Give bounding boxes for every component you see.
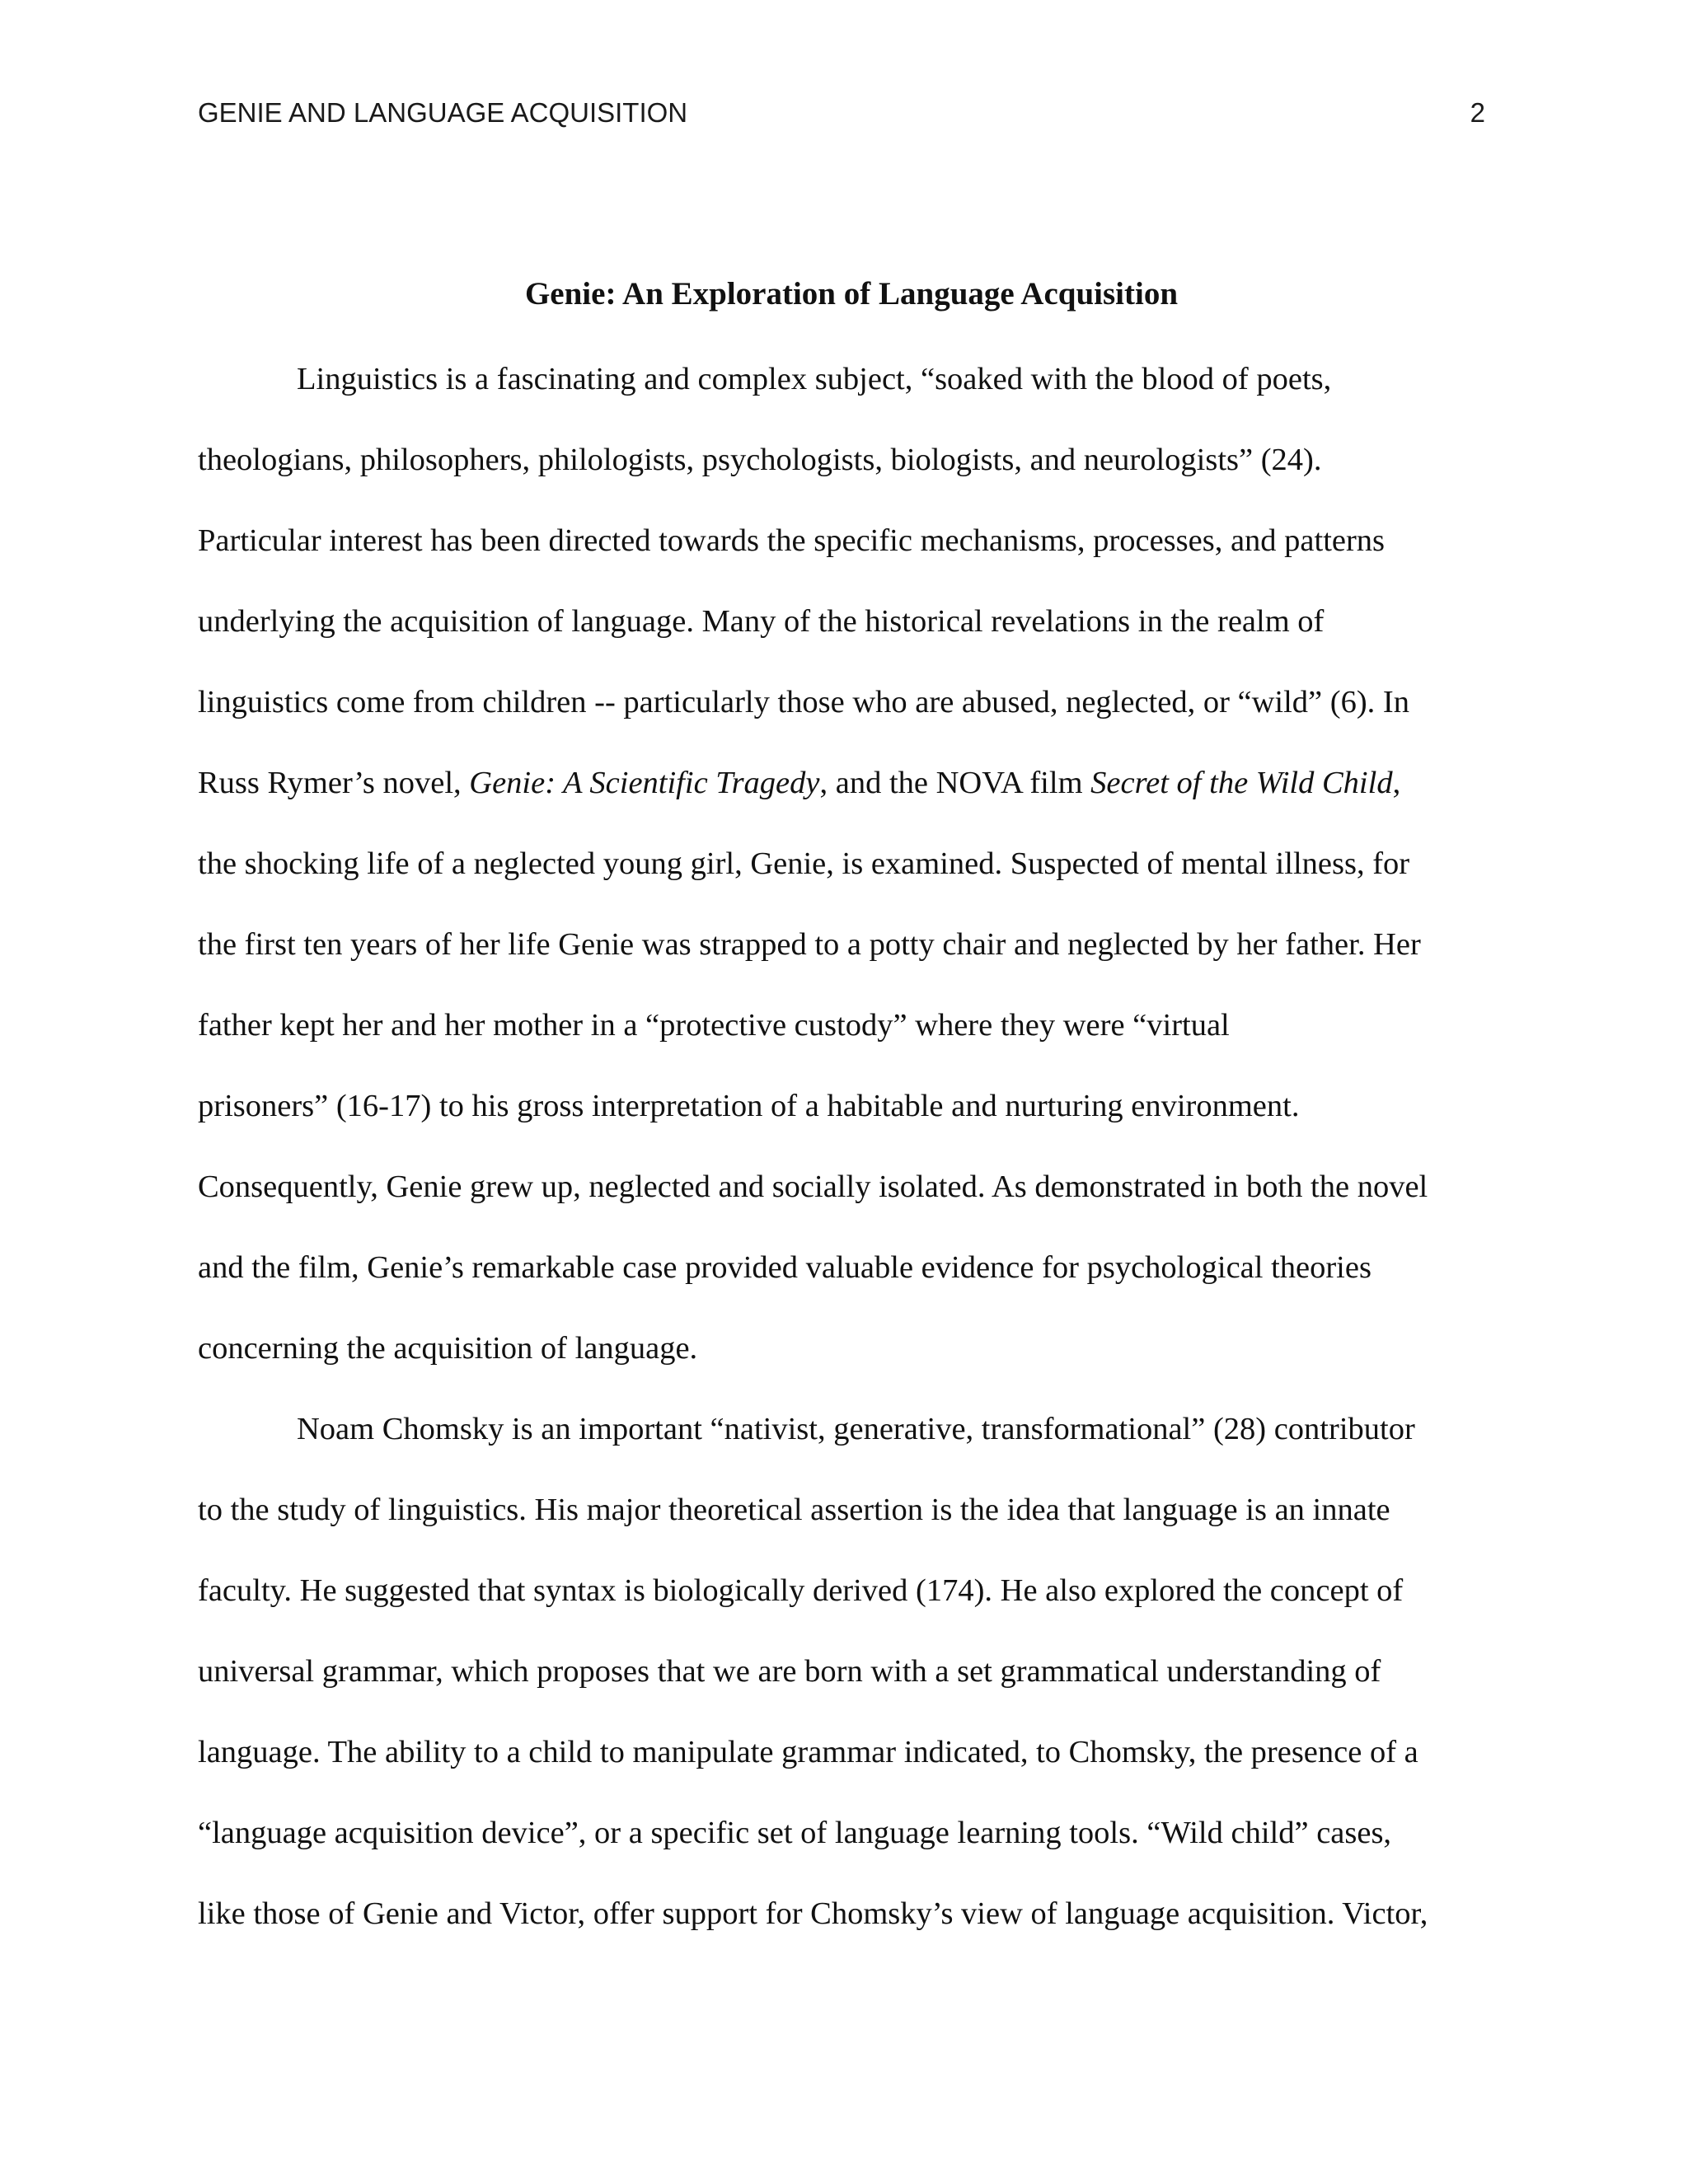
text-line: prisoners” (16-17) to his gross interpretation of a habitable and nurturing environment. <box>198 1089 1300 1123</box>
text-line: like those of Genie and Victor, offer support for Chomsky’s view of language acquisition. Victor, <box>198 1896 1428 1931</box>
running-head: GENIE AND LANGUAGE ACQUISITION <box>198 97 688 128</box>
text-line: theologians, philosophers, philologists, psychologists, biologists, and neurologists” (24). <box>198 443 1322 477</box>
text-line: “language acquisition device”, or a specific set of language learning tools. “Wild child” cases, <box>198 1816 1392 1850</box>
text-line: Russ Rymer’s novel, Genie: A Scientific Tragedy, and the NOVA film Secret of the Wild Child, <box>198 766 1401 800</box>
text-line: Particular interest has been directed towards the specific mechanisms, processes, and patterns <box>198 523 1386 558</box>
film-title: Secret of the Wild Child <box>1090 766 1393 800</box>
document-title: Genie: An Exploration of Language Acquisition <box>524 276 1179 312</box>
text-line: underlying the acquisition of language. Many of the historical revelations in the realm of <box>198 604 1325 639</box>
text-line: Consequently, Genie grew up, neglected and socially isolated. As demonstrated in both the novel <box>198 1169 1428 1204</box>
text-line: the first ten years of her life Genie was strapped to a potty chair and neglected by her father. Her <box>198 927 1421 962</box>
text-line: language. The ability to a child to manipulate grammar indicated, to Chomsky, the presence of a <box>198 1735 1418 1769</box>
book-title: Genie: A Scientific Tragedy <box>469 766 820 800</box>
text-line: concerning the acquisition of language. <box>198 1331 698 1366</box>
text-line: Noam Chomsky is an important “nativist, generative, transformational” (28) contributor <box>297 1412 1415 1446</box>
text-line: father kept her and her mother in a “protective custody” where they were “virtual <box>198 1008 1230 1043</box>
text-line: the shocking life of a neglected young girl, Genie, is examined. Suspected of mental illness, for <box>198 846 1410 881</box>
page-header <box>198 97 1485 138</box>
text-line: and the film, Genie’s remarkable case provided valuable evidence for psychological theories <box>198 1250 1372 1285</box>
text-line: to the study of linguistics. His major theoretical assertion is the idea that language is an innate <box>198 1493 1390 1527</box>
text-line: faculty. He suggested that syntax is biologically derived (174). He also explored the concept of <box>198 1573 1404 1608</box>
text-line: Linguistics is a fascinating and complex subject, “soaked with the blood of poets, <box>297 362 1332 396</box>
text-line: linguistics come from children -- particularly those who are abused, neglected, or “wild” (6). In <box>198 685 1409 719</box>
text-line: universal grammar, which proposes that we are born with a set grammatical understanding of <box>198 1654 1381 1689</box>
page-number: 2 <box>1470 97 1485 128</box>
